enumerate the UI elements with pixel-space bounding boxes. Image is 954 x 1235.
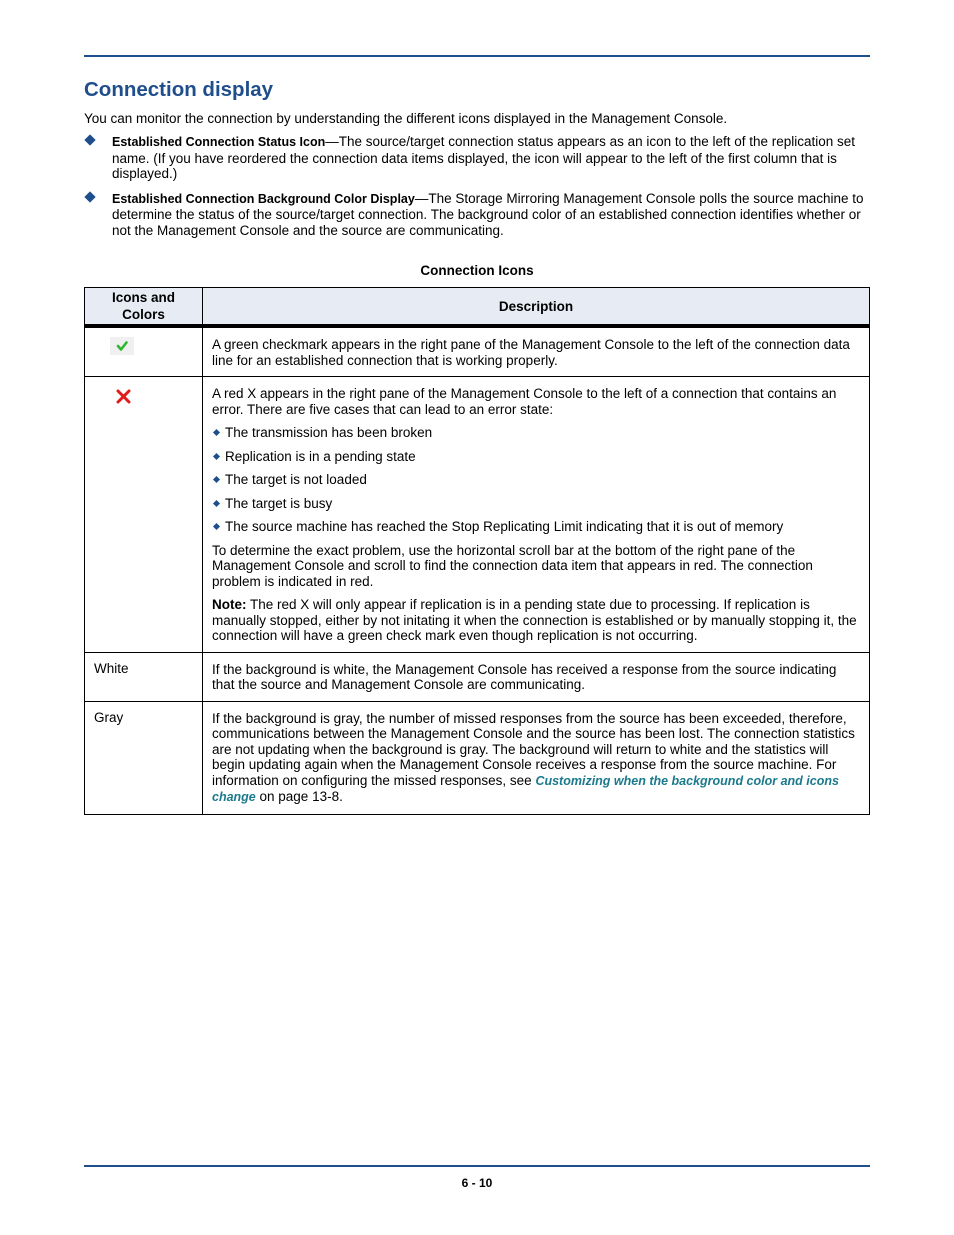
table-row xyxy=(85,652,870,701)
error-cases-list xyxy=(212,425,857,535)
note-label: Note: xyxy=(212,597,247,612)
gray-description xyxy=(212,711,857,806)
white-description: If the background is white, the Management Console has received a response from the source indicating that the source and Management Console are communicating. xyxy=(212,661,837,692)
table-caption: Connection Icons xyxy=(420,263,534,278)
case-text: The transmission has been broken xyxy=(225,425,433,440)
diamond-bullet-icon xyxy=(213,429,220,436)
error-description: A red X appears in the right pane of the Management Console to the left of a connection that contains an error. There are five cases that can lead to an error state: xyxy=(212,386,837,417)
customizing-link[interactable]: Customizing when the background color and icons change xyxy=(212,773,839,804)
case-text: The source machine has reached the Stop Replicating Limit indicating that it is out of memory xyxy=(225,519,784,534)
header-rule xyxy=(84,55,870,57)
page-title: Connection display xyxy=(84,78,274,101)
bullet-text: —The source/target connection status appears as an icon to the left of the replication set name. (If you have reordered the connection data items displayed, the icon will appear to the left of the first column that is displayed.) xyxy=(112,134,856,181)
table-row xyxy=(85,377,870,653)
note-text: The red X will only appear if replication is in a pending state due to processing. If replication is manually stopped, either by not initating it when the connection is established or by manually stopping it, the connection will have a green check mark even though replication is not occurring. xyxy=(212,597,857,643)
table-row xyxy=(85,701,870,814)
header-icons-and-colors: Icons and Colors xyxy=(85,288,203,327)
list-item xyxy=(212,449,857,465)
error-followup: To determine the exact problem, use the horizontal scroll bar at the bottom of the right pane of the Management Console and scroll to find the connection data item that appears in red. The connection problem is indicated in red. xyxy=(212,542,813,589)
page-number: 6 - 10 xyxy=(461,1176,493,1190)
intro-paragraph: You can monitor the connection by understanding the different icons displayed in the Management Console. xyxy=(84,111,728,126)
table-header-row xyxy=(85,288,870,327)
page-reference: on page 13-8. xyxy=(255,789,343,804)
error-note xyxy=(212,597,857,644)
description-cell xyxy=(203,377,870,653)
color-label-gray: Gray xyxy=(85,701,203,814)
table-row xyxy=(85,326,870,377)
list-item xyxy=(212,472,857,488)
icon-cell xyxy=(85,377,203,653)
gray-text: If the background is gray, the number of missed responses from the source has been exceeded, therefore, communications between the Management Console and the source has been lost. The connection statistics are not updating when the background is gray. The background will return to white and the statistics will begin updating again when the Management Console receives a response from the source machine. For information on configuring the missed responses, see xyxy=(212,710,855,788)
diamond-bullet-icon xyxy=(84,134,95,145)
diamond-bullet-icon xyxy=(213,523,220,530)
bullet-text: —The Storage Mirroring Management Console polls the source machine to determine the status of the source/target connection. The background color of an established connection identifies whether or not the Management Console and the source are communicating. xyxy=(112,190,864,238)
description-cell xyxy=(203,652,870,701)
case-text: The target is not loaded xyxy=(225,472,367,487)
connection-icons-table xyxy=(84,287,870,815)
list-item xyxy=(212,519,857,535)
red-x-icon xyxy=(114,387,134,407)
diamond-bullet-icon xyxy=(84,191,95,202)
bullet-lead: Established Connection Background Color Display xyxy=(112,191,415,206)
case-text: The target is busy xyxy=(225,495,333,511)
diamond-bullet-icon xyxy=(213,476,220,483)
case-text: Replication is in a pending state xyxy=(225,448,416,464)
bullet-background-color xyxy=(84,191,870,239)
color-label-white: White xyxy=(85,652,203,701)
bullet-list xyxy=(84,134,870,247)
list-item xyxy=(212,496,857,512)
diamond-bullet-icon xyxy=(213,452,220,459)
header-description: Description xyxy=(203,288,870,327)
bullet-status-icon xyxy=(84,134,870,182)
diamond-bullet-icon xyxy=(213,499,220,506)
footer-rule xyxy=(84,1165,870,1167)
bullet-lead: Established Connection Status Icon xyxy=(112,135,326,149)
check-description: A green checkmark appears in the right pane of the Management Console to the left of the connection data line for an established connection that is working properly. xyxy=(212,337,850,368)
green-checkmark-icon xyxy=(110,337,134,355)
list-item xyxy=(212,425,857,441)
description-cell xyxy=(203,326,870,377)
icon-cell xyxy=(85,326,203,377)
description-cell xyxy=(203,701,870,814)
